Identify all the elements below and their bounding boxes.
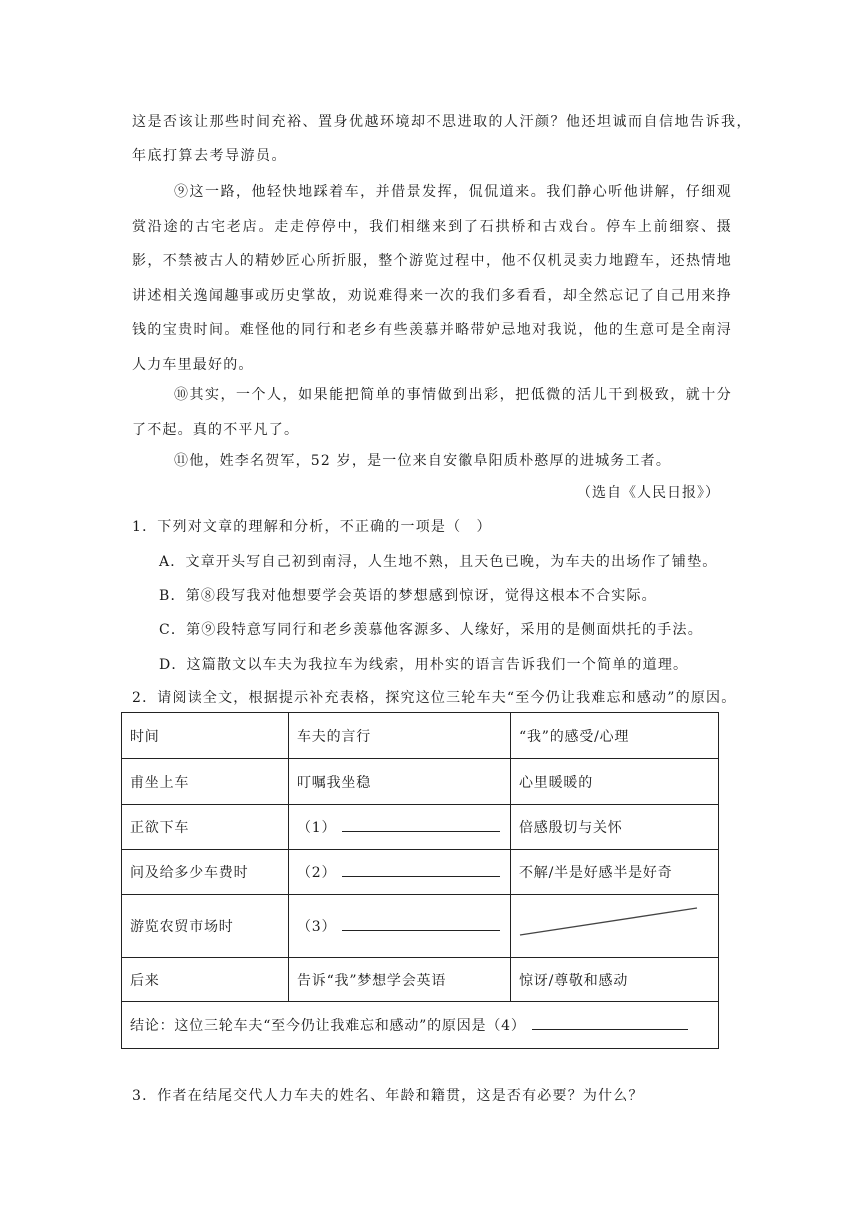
table-header-row — [122, 713, 719, 759]
answer-blank-1[interactable] — [342, 817, 500, 832]
table-cell: 倍感殷切与关怀 — [511, 805, 719, 850]
conclusion-cell[interactable] — [122, 1002, 719, 1049]
answer-cell-3[interactable] — [289, 895, 511, 958]
table-cell: 正欲下车 — [122, 805, 289, 850]
answer-cell-2[interactable] — [289, 850, 511, 895]
table-cell: 惊讶/尊敬和感动 — [511, 958, 719, 1002]
blank-label: （2） — [297, 865, 337, 881]
crossed-out-cell — [511, 895, 719, 958]
table-cell: 问及给多少车费时 — [122, 850, 289, 895]
answer-cell-1[interactable] — [289, 805, 511, 850]
table-cell: 叮嘱我坐稳 — [289, 759, 511, 805]
paragraph-9: ⑨这一路，他轻快地踩着车，并借景发挥，侃侃道来。我们静心听他讲解，仔细观赏沿途的古宅老店。走走停停中，我们相继来到了石拱桥和古戏台。停车上前细察、摄影，不禁被古人的精妙匠心所折服，整个游览过程中，他不仅机灵卖力地蹬车，还热情地讲述相关逸闻趣事或历史掌故，劝说难得来一次的我们多看看，却全然忘记了自己用来挣钱的宝贵时间。难怪他的同行和老乡有些羡慕并略带妒忌地对我说，他的生意可是全南浔人力车里最好的。 — [132, 184, 732, 373]
paragraph-11: ⑪他，姓李名贺军，52 岁，是一位来自安徽阜阳质朴憨厚的进城务工者。 — [174, 453, 672, 469]
answer-blank-2[interactable] — [342, 862, 500, 877]
table-row — [122, 759, 719, 805]
paragraph-10: ⑩其实，一个人，如果能把简单的事情做到出彩，把低微的活儿干到极致，就十分了不起。真的不平凡了。 — [132, 387, 732, 438]
answer-blank-3[interactable] — [342, 916, 500, 931]
option-a: A．文章开头写自己初到南浔，人生地不熟，且天色已晚，为车夫的出场作了铺垫。 — [159, 554, 718, 570]
header-cell: 时间 — [122, 713, 289, 759]
answer-blank-4[interactable] — [532, 1015, 688, 1030]
blank-label: （1） — [297, 820, 337, 836]
conclusion-text: 结论：这位三轮车夫“至今仍让我难忘和感动”的原因是（4） — [130, 1018, 526, 1034]
table-row — [122, 958, 719, 1002]
question-3-stem: 3．作者在结尾交代人力车夫的姓名、年龄和籍贯，这是否有必要？为什么？ — [132, 1088, 644, 1104]
option-c: C．第⑨段特意写同行和老乡羡慕他客源多、人缘好，采用的是侧面烘托的手法。 — [159, 622, 703, 638]
table-cell: 甫坐上车 — [122, 759, 289, 805]
question-1-stem: 1．下列对文章的理解和分析，不正确的一项是（ ） — [132, 519, 492, 535]
question-2-stem: 2．请阅读全文，根据提示补充表格，探究这位三轮车夫“至今仍让我难忘和感动”的原因。 — [132, 690, 737, 706]
table-cell: 心里暖暖的 — [511, 759, 719, 805]
table-cell: 告诉“我”梦想学会英语 — [289, 958, 511, 1002]
conclusion-row — [122, 1002, 719, 1049]
option-b: B．第⑧段写我对他想要学会英语的梦想感到惊讶，觉得这根本不合实际。 — [159, 588, 657, 604]
table-row — [122, 895, 719, 958]
table-cell: 游览农贸市场时 — [122, 895, 289, 958]
source-citation: （选自《人民日报》） — [577, 485, 720, 501]
table-cell: 不解/半是好感半是好奇 — [511, 850, 719, 895]
header-cell: 车夫的言行 — [289, 713, 511, 759]
passage-line: 年底打算去考导游员。 — [132, 148, 287, 164]
answer-table — [121, 712, 719, 1049]
diagonal-strike-line — [511, 895, 718, 953]
table-cell: 后来 — [122, 958, 289, 1002]
header-cell: “我”的感受/心理 — [511, 713, 719, 759]
blank-label: （3） — [297, 919, 337, 935]
option-d: D．这篇散文以车夫为我拉车为线索，用朴实的语言告诉我们一个简单的道理。 — [159, 657, 689, 673]
table-row — [122, 805, 719, 850]
table-row — [122, 850, 719, 895]
passage-line: 这是否该让那些时间充裕、置身优越环境却不思进取的人汗颜？他还坦诚而自信地告诉我， — [132, 114, 752, 130]
